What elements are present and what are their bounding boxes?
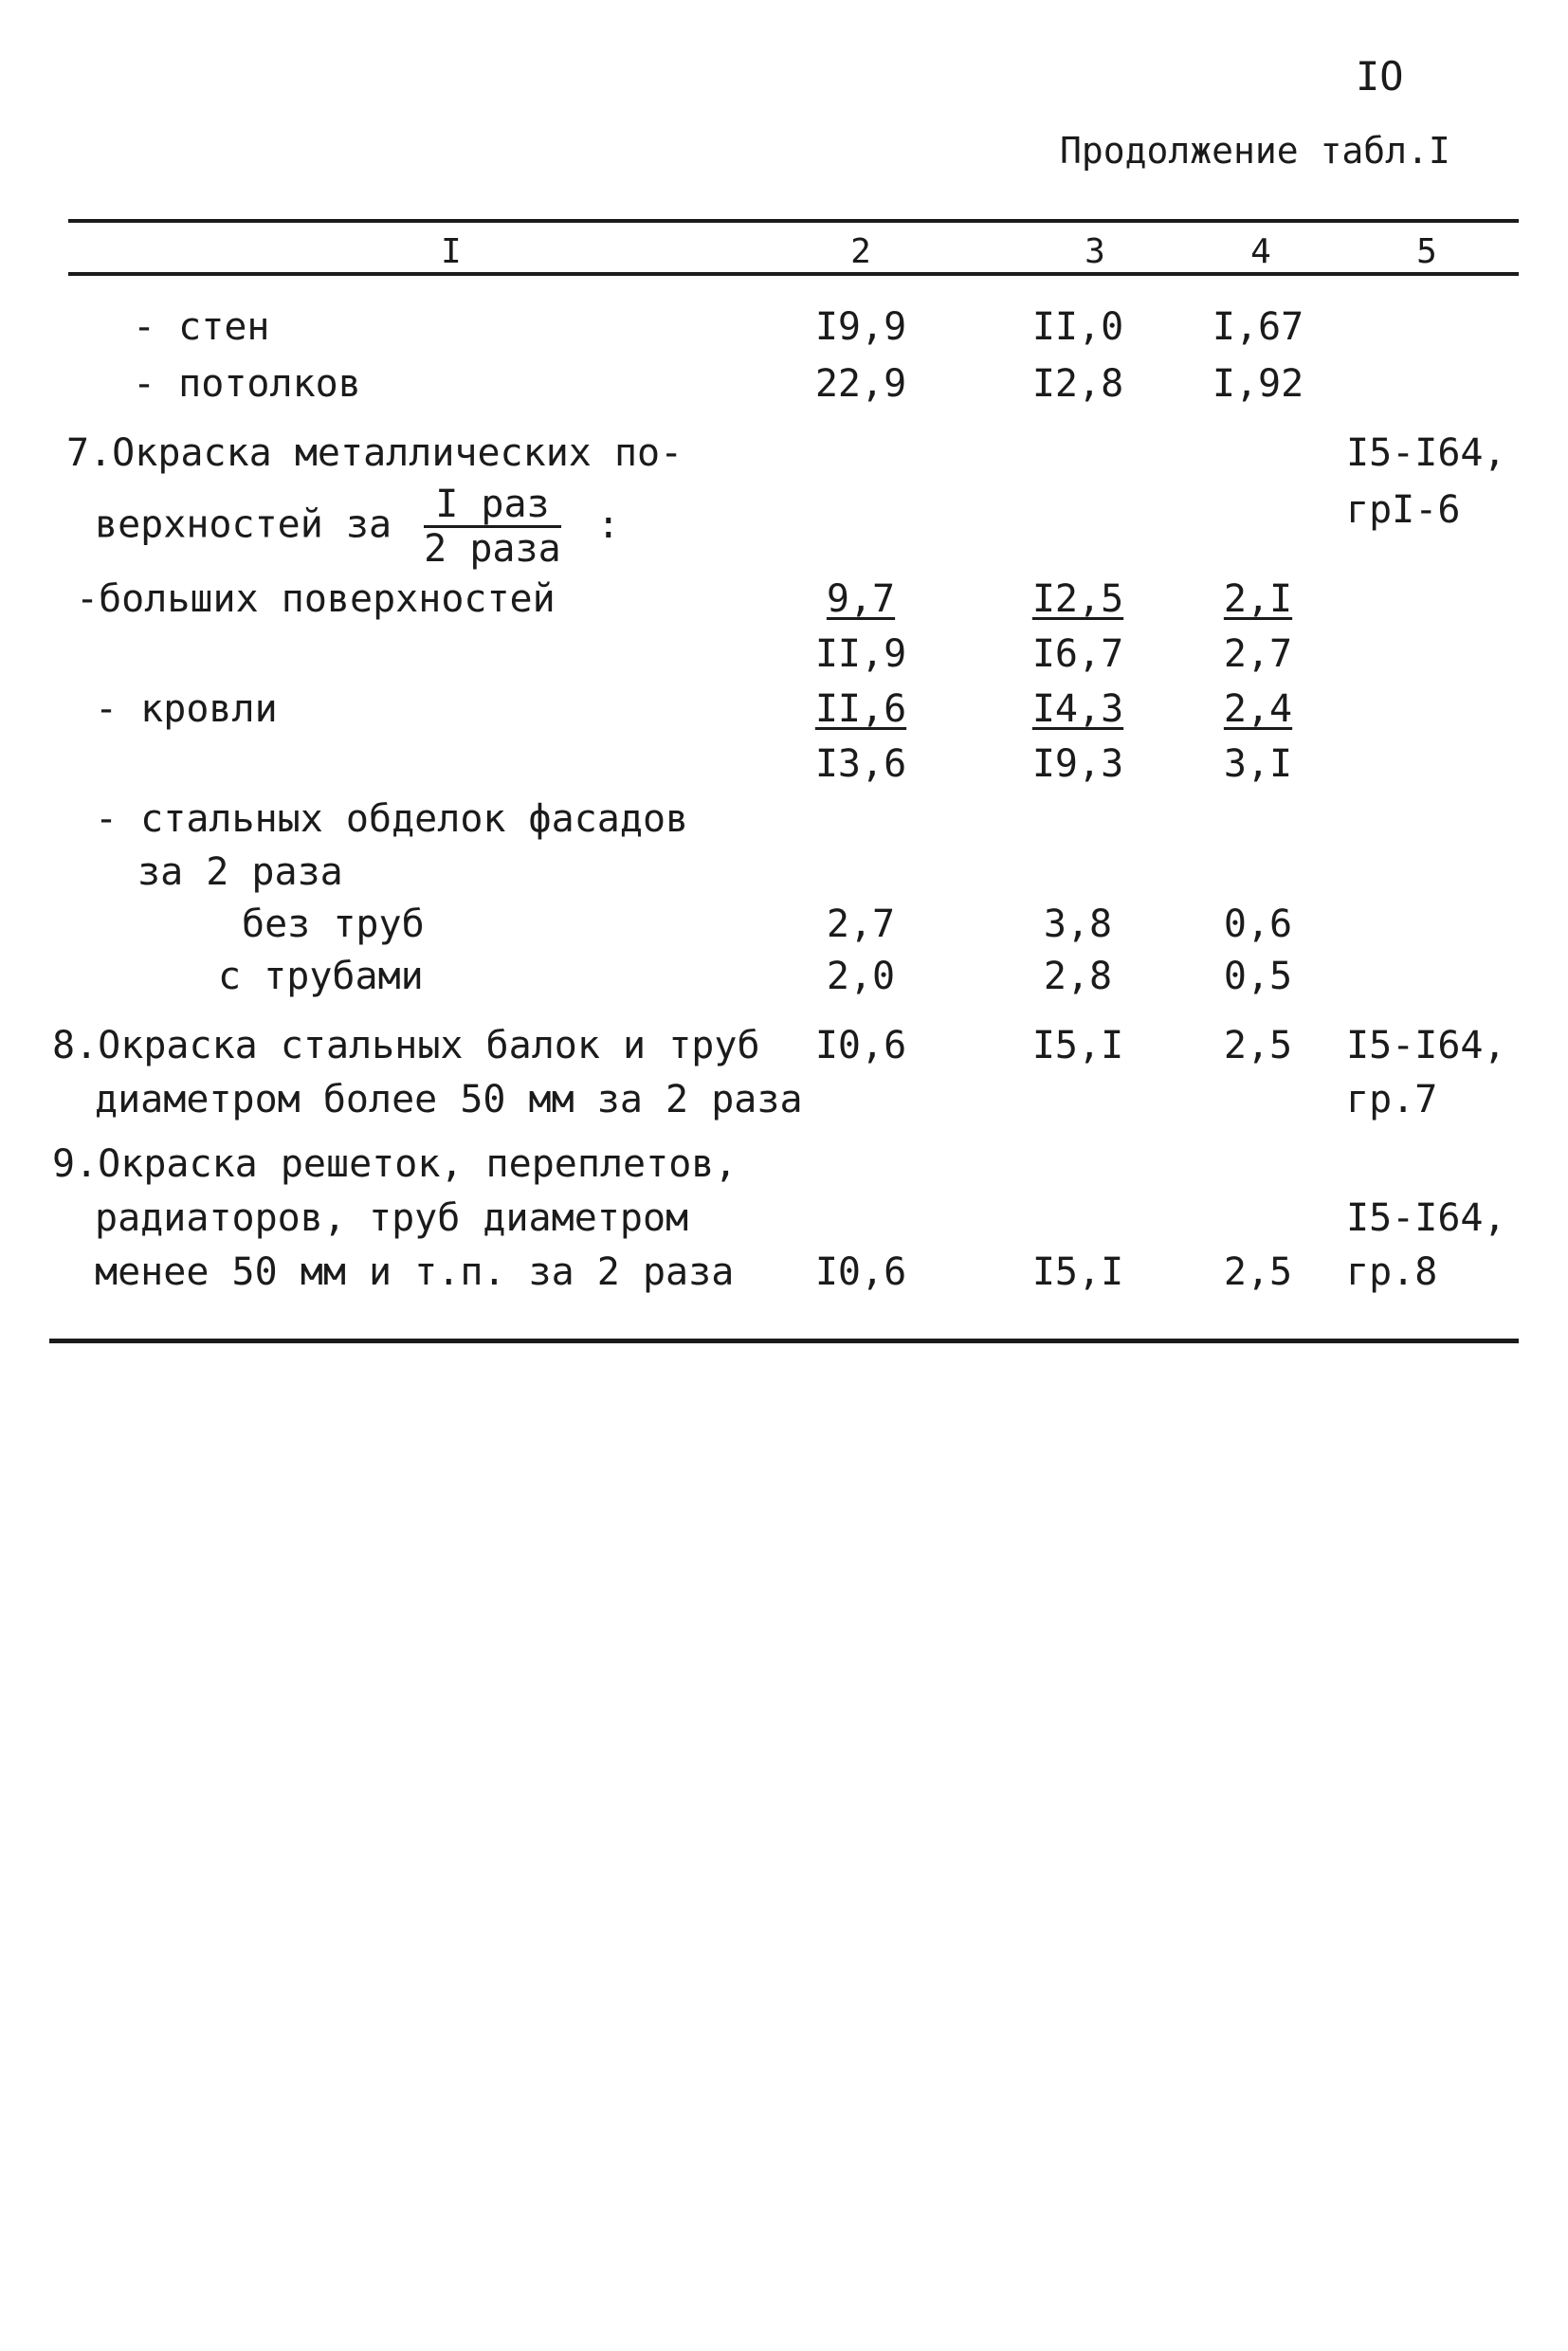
row-no-pipes-col3: 3,8 xyxy=(1043,902,1113,946)
item9-col3: I5,I xyxy=(1031,1250,1124,1294)
header-col-1: I xyxy=(441,232,462,271)
item8-line1: 8.Окраска стальных балок и труб xyxy=(52,1024,760,1067)
row-roofs-col2-bottom: I3,6 xyxy=(814,742,907,786)
item9-ref-line2: гр.8 xyxy=(1346,1250,1438,1294)
row-large-col2-top: 9,7 xyxy=(826,577,896,621)
header-col-2: 2 xyxy=(850,232,871,271)
header-col-3: 3 xyxy=(1085,232,1105,271)
item8-col2: I0,6 xyxy=(814,1024,907,1067)
row-walls-label: - стен xyxy=(133,305,270,349)
row-roofs-col2-top: II,6 xyxy=(814,687,907,731)
fraction-numerator: I раз xyxy=(424,485,561,528)
row-large-col3-bottom: I6,7 xyxy=(1031,632,1124,676)
row-with-pipes-col4: 0,5 xyxy=(1223,955,1293,998)
row-walls-col2: I9,9 xyxy=(814,305,907,349)
item7-line2 xyxy=(95,483,620,571)
row-no-pipes-col2: 2,7 xyxy=(826,902,896,946)
row-with-pipes-label: с трубами xyxy=(218,955,424,998)
row-ceilings-col2: 22,9 xyxy=(814,362,907,406)
row-roofs-col3-top: I4,3 xyxy=(1031,687,1124,731)
item8-col3: I5,I xyxy=(1031,1024,1124,1067)
page-number: IO xyxy=(1356,53,1404,100)
row-facades-line1: - стальных обделок фасадов xyxy=(95,797,689,841)
row-large-col3-top: I2,5 xyxy=(1031,577,1124,621)
item9-line1: 9.Окраска решеток, переплетов, xyxy=(52,1142,738,1186)
row-roofs-label: - кровли xyxy=(95,687,278,731)
row-roofs-col3-bottom: I9,3 xyxy=(1031,742,1124,786)
row-ceilings-col3: I2,8 xyxy=(1031,362,1124,406)
item9-ref-line1: I5-I64, xyxy=(1346,1196,1506,1240)
row-large-col2-bottom: II,9 xyxy=(814,632,907,676)
item7-ref-line2: грI-6 xyxy=(1346,488,1461,532)
item9-line2: радиаторов, труб диаметром xyxy=(95,1196,689,1240)
item7-line2-prefix: верхностей за xyxy=(95,502,392,547)
item7-ref-line1: I5-I64, xyxy=(1346,431,1506,475)
item9-col4: 2,5 xyxy=(1223,1250,1293,1294)
item8-line2: диаметром более 50 мм за 2 раза xyxy=(95,1078,803,1121)
item7-line1: 7.Окраска металлических по- xyxy=(66,431,684,475)
table-header-rule xyxy=(68,272,1519,276)
table-top-rule xyxy=(68,219,1519,223)
row-large-label: -больших поверхностей xyxy=(76,577,556,621)
row-with-pipes-col3: 2,8 xyxy=(1043,955,1113,998)
row-roofs-col4-bottom: 3,I xyxy=(1223,742,1293,786)
item8-ref-line2: гр.7 xyxy=(1346,1078,1438,1121)
header-col-5: 5 xyxy=(1416,232,1437,271)
row-with-pipes-col2: 2,0 xyxy=(826,955,896,998)
header-col-4: 4 xyxy=(1250,232,1271,271)
item9-line3: менее 50 мм и т.п. за 2 раза xyxy=(95,1250,735,1294)
row-walls-col3: II,0 xyxy=(1031,305,1124,349)
item9-col2: I0,6 xyxy=(814,1250,907,1294)
row-facades-line2: за 2 раза xyxy=(137,850,343,894)
row-no-pipes-label: без труб xyxy=(242,902,425,946)
row-ceilings-col4: I,92 xyxy=(1212,362,1304,406)
item8-col4: 2,5 xyxy=(1223,1024,1293,1067)
times-fraction xyxy=(424,483,561,571)
row-large-col4-bottom: 2,7 xyxy=(1223,632,1293,676)
row-walls-col4: I,67 xyxy=(1212,305,1304,349)
table-bottom-rule xyxy=(49,1339,1519,1343)
row-ceilings-label: - потолков xyxy=(133,362,361,406)
item7-line2-suffix: : xyxy=(596,502,620,547)
fraction-denominator: 2 раза xyxy=(424,527,561,571)
item8-ref-line1: I5-I64, xyxy=(1346,1024,1506,1067)
row-roofs-col4-top: 2,4 xyxy=(1223,687,1293,731)
row-large-col4-top: 2,I xyxy=(1223,577,1293,621)
row-no-pipes-col4: 0,6 xyxy=(1223,902,1293,946)
table-continuation-caption: Продолжение табл.I xyxy=(1060,130,1450,172)
